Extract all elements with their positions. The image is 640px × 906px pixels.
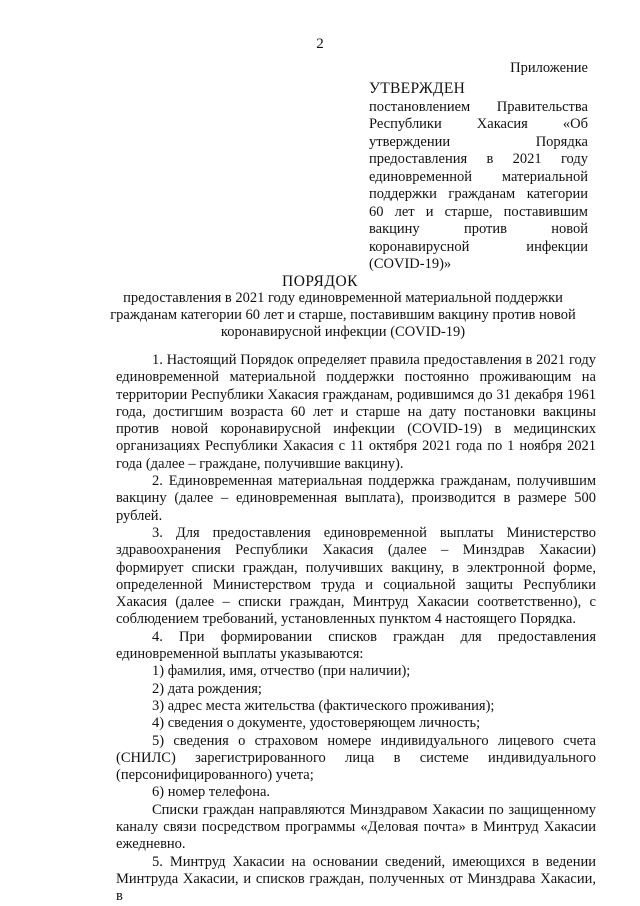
paragraph-1: 1. Настоящий Порядок определяет правила предоставления в 2021 году единовременной материальной поддержки постоянно проживающим на территории Республики Хакасия гражданам, родившимся до 31 декабря 1961 года, достигшим возраста 60 лет и старше на дату постановки вакцины против новой коронавирусной инфекции (COVID-19) в медицинских организациях Республики Хакасия с 11 октября 2021 года по 1 ноября 2021 года (далее – граждане, получившие вакцину). bbox=[116, 352, 596, 472]
list-item-3: 3) адрес места жительства (фактического проживания); bbox=[152, 697, 495, 714]
page-number: 2 bbox=[316, 36, 324, 52]
paragraph-2: 2. Единовременная материальная поддержка гражданам, получившим вакцину (далее – единовременная выплата), производится в размере 500 рублей. bbox=[116, 473, 596, 524]
paragraph-5: 5. Минтруд Хакасии на основании сведений, имеющихся в ведении Минтруда Хакасии, и списков граждан, полученных от Минздрава Хакасии, в bbox=[116, 853, 596, 905]
list-item-2: 2) дата рождения; bbox=[152, 680, 262, 697]
paragraph-lists-sending: Списки граждан направляются Минздравом Хакасии по защищенному каналу связи посредством программы «Деловая почта» в Минтруд Хакасии ежедневно. bbox=[116, 801, 596, 853]
list-item-1: 1) фамилия, имя, отчество (при наличии); bbox=[152, 663, 411, 680]
approval-block bbox=[369, 80, 588, 274]
paragraph-4: 4. При формировании списков граждан для предоставления единовременной выплаты указываются: bbox=[116, 628, 596, 663]
document-body bbox=[116, 352, 596, 906]
list-item-4: 4) сведения о документе, удостоверяющем личность; bbox=[152, 715, 481, 732]
approval-text: постановлением Правительства Республики Хакасия «Об утверждении Порядка предоставления в 2021 году единовременной материальной поддержки гражданам категории 60 лет и старше, поставившим вакцину против новой коронавирусной инфекции (COVID-19)» bbox=[369, 98, 588, 272]
list-item-5: 5) сведения о страховом номере индивидуального лицевого счета (СНИЛС) зарегистрированного лица в системе индивидуального (персонифицированного) учета; bbox=[116, 732, 596, 784]
paragraph-3: 3. Для предоставления единовременной выплаты Министерство здравоохранения Республики Хакасия (далее – Минздрав Хакасии) формирует списки граждан, получивших вакцину, в электронной форме, определенной Министерством труда и социальной защиты Республики Хакасия (далее – списки граждан, Минтруд Хакасии соответственно), с соблюдением требований, установленных пунктом 4 настоящего Порядка. bbox=[116, 524, 596, 628]
approval-title: УТВЕРЖДЕН bbox=[369, 80, 466, 97]
appendix-label: Приложение bbox=[510, 60, 588, 76]
document-subtitle: предоставления в 2021 году единовременной материальной поддержки гражданам категории 60 лет и старше, поставившим вакцину против новой коронавирусной инфекции (COVID-19) bbox=[110, 290, 576, 340]
list-item-6: 6) номер телефона. bbox=[152, 784, 271, 801]
document-title: ПОРЯДОК bbox=[282, 273, 358, 290]
